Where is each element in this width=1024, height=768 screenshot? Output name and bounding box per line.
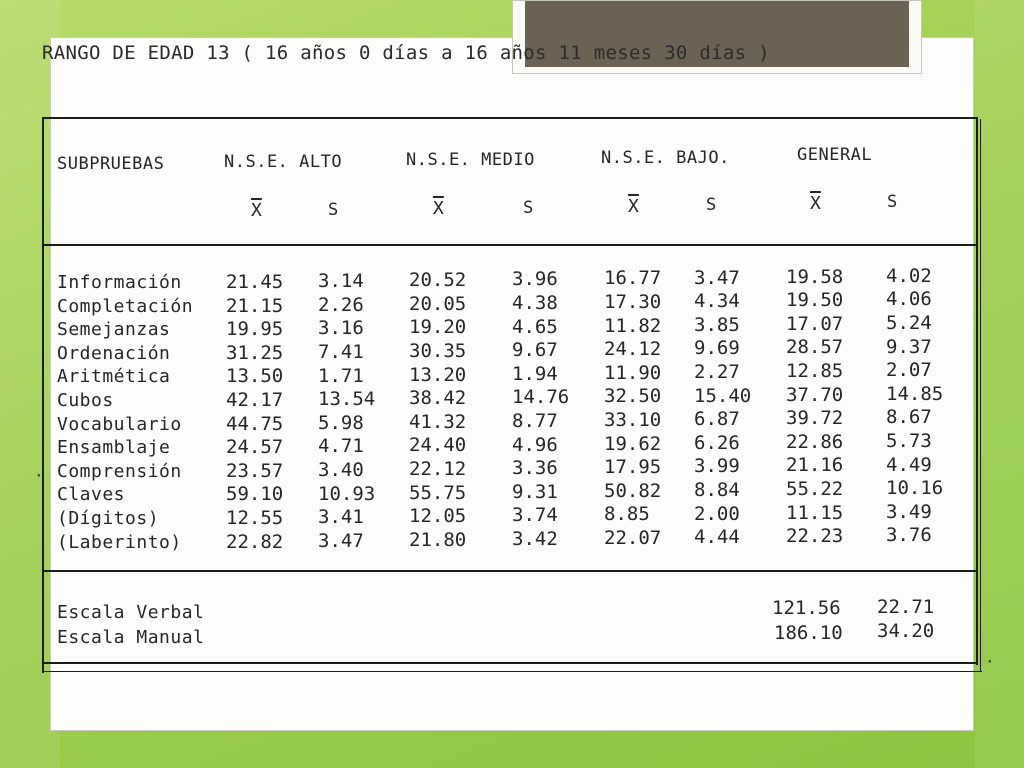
table-cell: 4.34 [694, 290, 740, 313]
table-cell: 4.38 [512, 291, 558, 314]
table-cell: 21.15 [226, 294, 284, 317]
table-cell: 59.10 [226, 483, 284, 506]
table-cell: 17.07 [786, 312, 844, 335]
sd-header: S [523, 198, 534, 218]
mean-header: $\overline{X}$ [433, 198, 444, 219]
table-cell: 1.94 [512, 362, 558, 385]
scale-sd: 22.71 [877, 596, 935, 618]
table-cell: 28.57 [786, 336, 844, 359]
scales-divider [42, 570, 978, 572]
table-cell: 21.16 [786, 454, 844, 477]
table-cell: 8.84 [694, 478, 740, 501]
table-cell: 4.65 [512, 315, 558, 338]
table-cell: 19.20 [409, 316, 467, 339]
table-cell: 22.12 [409, 458, 467, 480]
table-cell: 50.82 [604, 479, 662, 502]
table-cell: 22.86 [786, 430, 844, 453]
table-cell: 4.71 [318, 435, 364, 458]
table-cell: 12.05 [409, 505, 467, 528]
table-cell: 11.15 [786, 501, 844, 524]
table-cell: 20.52 [409, 269, 467, 292]
table-cell: 1.71 [318, 364, 364, 387]
document-title: RANGO DE EDAD 13 ( 16 años 0 días a 16 años 11 meses 30 días ) [42, 42, 770, 64]
table-cell: 15.40 [694, 384, 752, 407]
table-border-right-outer [980, 119, 981, 671]
table-cell: 3.74 [512, 504, 558, 527]
table-cell: 39.72 [786, 407, 844, 430]
scale-label: Escala Manual [57, 627, 205, 648]
table-cell: 17.30 [604, 291, 662, 313]
table-cell: 19.58 [786, 265, 844, 288]
sd-header: S [328, 200, 339, 220]
table-cell: 16.77 [604, 267, 662, 290]
table-cell: 3.16 [318, 317, 364, 340]
table-cell: 55.75 [409, 481, 467, 504]
table-cell: 3.41 [318, 506, 364, 529]
table-cell: 10.16 [886, 477, 944, 500]
table-cell: 55.22 [786, 478, 844, 500]
column-header-nse-alto: N.S.E. ALTO [224, 152, 343, 172]
table-cell: 9.69 [694, 337, 740, 360]
table-cell: 33.10 [604, 409, 662, 431]
table-cell: 2.26 [318, 293, 364, 316]
table-cell: 2.27 [694, 360, 740, 383]
table-cell: 3.14 [318, 270, 364, 293]
table-cell: 37.70 [786, 383, 844, 406]
row-label: (Dígitos) [57, 508, 160, 529]
table-cell: 2.00 [694, 502, 740, 525]
row-label: Claves [57, 484, 126, 506]
table-cell: 10.93 [318, 482, 376, 505]
table-cell: 6.87 [694, 408, 740, 431]
table-cell: 8.77 [512, 409, 558, 432]
table-cell: 30.35 [409, 340, 467, 362]
table-cell: 13.54 [318, 388, 376, 411]
table-cell: 9.67 [512, 339, 558, 362]
table-cell: 2.07 [886, 359, 932, 382]
row-label: Completación [57, 295, 194, 317]
table-cell: 4.49 [886, 453, 932, 476]
table-cell: 19.50 [786, 289, 844, 312]
table-cell: 24.12 [604, 338, 662, 361]
table-cell: 3.42 [512, 527, 558, 550]
table-cell: 4.02 [886, 264, 932, 287]
table-cell: 8.85 [604, 503, 650, 526]
table-border-right [976, 117, 978, 665]
scale-sd: 34.20 [877, 620, 935, 642]
table-cell: 22.82 [226, 530, 284, 553]
table-cell: 20.05 [409, 292, 467, 315]
column-header-nse-bajo: N.S.E. BAJO. [601, 148, 730, 168]
table-cell: 44.75 [226, 412, 284, 435]
table-cell: 13.50 [226, 365, 284, 388]
row-label: Aritmética [57, 366, 171, 388]
table-cell: 19.95 [226, 318, 284, 341]
table-border-bottom-outer [42, 671, 982, 672]
table-cell: 22.07 [604, 527, 662, 549]
header-divider [42, 244, 978, 246]
row-label: Información [57, 272, 182, 293]
table-cell: 3.76 [886, 524, 932, 547]
row-label: Vocabulario [57, 413, 182, 435]
table-cell: 11.90 [604, 361, 662, 384]
scale-label: Escala Verbal [57, 602, 205, 623]
table-cell: 23.57 [226, 459, 284, 482]
margin-mark: · [34, 466, 44, 485]
table-cell: 12.85 [786, 360, 844, 382]
table-cell: 3.96 [512, 268, 558, 291]
table-cell: 8.67 [886, 406, 932, 429]
row-label: Ensamblaje [57, 437, 171, 459]
table-cell: 13.20 [409, 363, 467, 386]
row-label: Semejanzas [57, 319, 171, 341]
table-cell: 3.40 [318, 458, 364, 481]
table-cell: 22.23 [786, 525, 844, 548]
table-cell: 42.17 [226, 389, 284, 411]
sd-header: S [706, 195, 717, 215]
mean-header: $\overline{X}$ [251, 200, 262, 221]
mean-header: $\overline{X}$ [810, 193, 821, 214]
table-cell: 21.80 [409, 528, 467, 551]
table-cell: 3.99 [694, 455, 740, 478]
table-cell: 41.32 [409, 410, 467, 433]
table-cell: 5.98 [318, 411, 364, 434]
table-cell: 4.44 [694, 526, 740, 549]
mean-header: $\overline{X}$ [628, 196, 639, 217]
row-label: Comprensión [57, 460, 182, 482]
table-cell: 3.85 [694, 313, 740, 336]
table-cell: 4.96 [512, 433, 558, 456]
table-cell: 9.37 [886, 335, 932, 358]
table-cell: 3.49 [886, 500, 932, 523]
table-cell: 17.95 [604, 456, 662, 479]
table-cell: 14.85 [886, 382, 944, 405]
table-cell: 7.41 [318, 340, 364, 363]
table-cell: 11.82 [604, 314, 662, 337]
row-label: (Laberinto) [57, 531, 182, 553]
row-label: Cubos [57, 390, 114, 411]
table-cell: 5.24 [886, 311, 932, 334]
scale-mean: 121.56 [772, 597, 841, 619]
table-border-left [42, 117, 44, 673]
table-border-bottom [42, 662, 978, 664]
table-border-top [42, 117, 978, 119]
background-stripe [975, 0, 1024, 768]
table-cell: 9.31 [512, 480, 558, 503]
table-cell: 24.57 [226, 436, 284, 459]
table-cell: 3.36 [512, 457, 558, 480]
table-cell: 31.25 [226, 341, 284, 364]
table-cell: 24.40 [409, 434, 467, 457]
sd-header: S [887, 192, 898, 212]
column-header-general: GENERAL [797, 145, 873, 165]
column-header-nse-medio: N.S.E. MEDIO [406, 150, 535, 170]
row-label: Ordenación [57, 342, 171, 364]
table-cell: 6.26 [694, 431, 740, 454]
table-cell: 14.76 [512, 386, 570, 409]
table-cell: 3.47 [694, 266, 740, 289]
table-cell: 19.62 [604, 432, 662, 455]
table-cell: 4.06 [886, 288, 932, 311]
scale-mean: 186.10 [774, 622, 843, 644]
table-cell: 32.50 [604, 385, 662, 408]
column-header-subpruebas: SUBPRUEBAS [57, 154, 165, 174]
table-cell: 3.47 [318, 529, 364, 552]
table-cell: 5.73 [886, 429, 932, 452]
table-cell: 21.45 [226, 271, 284, 293]
table-cell: 38.42 [409, 387, 467, 410]
margin-mark: · [985, 652, 995, 671]
table-cell: 12.55 [226, 507, 284, 529]
